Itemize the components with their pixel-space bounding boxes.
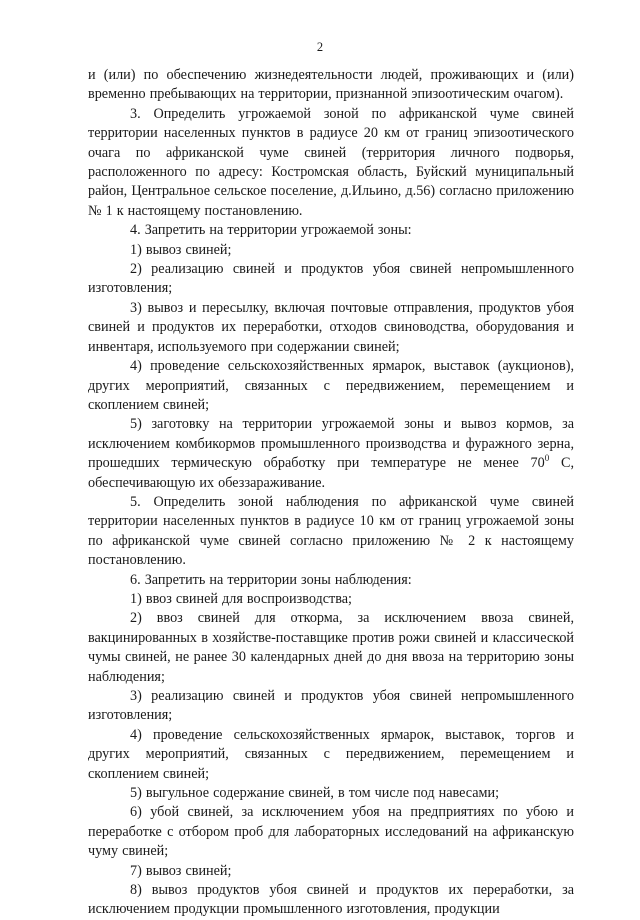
degree-superscript: 0 — [544, 453, 550, 464]
paragraph-item-3: 3. Определить угрожаемой зоной по африканской чуме свиней территории населенных пунктов в радиусе 20 км от границ эпизоотического очага по африканской чуме свиней (территория личного подворья, расположенного по адресу: Костромская область, Буйский муниципальный район, Центральное сельское поселение, д.Ильино, д.56) согласно приложению № 1 к настоящему постановлению. — [88, 105, 574, 219]
list-item-6-5: 5) выгульное содержание свиней, в том числе под навесами; — [130, 785, 500, 802]
list-item-6-3: 3) реализацию свиней и продуктов убоя свиней непромышленного изготовления; — [88, 688, 574, 724]
list-item-6-4: 4) проведение сельскохозяйственных ярмарок, выставок, торгов и других мероприятий, связанных с передвижением, перемещением и скоплением свиней; — [88, 726, 574, 782]
paragraph-continuation: и (или) по обеспечению жизнедеятельности людей, проживающих и (или) временно пребывающих на территории, признанной эпизоотическим очагом). — [88, 67, 574, 103]
list-item-6-1: 1) ввоз свиней для воспроизводства; — [130, 590, 352, 607]
list-item-4-4: 4) проведение сельскохозяйственных ярмарок, выставок (аукционов), других мероприятий, связанных с передвижением, перемещением и скоплением свиней; — [88, 358, 574, 413]
document-body — [88, 66, 574, 920]
list-item-6-2: 2) ввоз свиней для откорма, за исключением ввоза свиней, вакцинированных в хозяйстве-поставщике против рожи свиней и классической чумы свиней, не ранее 30 календарных дней до дня ввоза на территорию зоны наблюдения; — [88, 610, 574, 685]
paragraph-item-6: 6. Запретить на территории зоны наблюдения: — [130, 571, 412, 588]
list-item-4-3: 3) вывоз и пересылку, включая почтовые отправления, продуктов убоя свиней и продуктов их переработки, отходов свиноводства, оборудования и инвентаря, используемого при содержании свиней; — [88, 299, 574, 355]
paragraph-item-4: 4. Запретить на территории угрожаемой зоны: — [130, 222, 412, 239]
list-item-6-6: 6) убой свиней, за исключением убоя на предприятиях по убою и переработке с отбором проб для лабораторных исследований на африканскую чуму свиней; — [88, 804, 574, 860]
paragraph-item-5: 5. Определить зоной наблюдения по африканской чуме свиней территории населенных пунктов в радиусе 10 км от границ угрожаемой зоны по африканской чуме свиней согласно приложению № 2 к настоящему постановлению. — [88, 493, 574, 569]
list-item-6-7: 7) вывоз свиней; — [130, 862, 232, 879]
list-item-4-1: 1) вывоз свиней; — [130, 241, 232, 258]
list-item-4-5-text-end: С, обеспечивающую их обеззараживание. — [88, 455, 574, 491]
list-item-4-5-text: 5) заготовку на территории угрожаемой зоны и вывоз кормов, за исключением комбикормов промышленного производства и фуражного зерна, прошедших термическую обработку при температуре не менее 70 — [88, 416, 574, 472]
list-item-6-8: 8) вывоз продуктов убоя свиней и продуктов их переработки, за исключением продукции промышленного изготовления, продукции — [88, 882, 574, 918]
list-item-4-2: 2) реализацию свиней и продуктов убоя свиней непромышленного изготовления; — [88, 261, 574, 297]
page-number: 2 — [316, 40, 324, 54]
list-item-4-5 — [88, 415, 574, 493]
